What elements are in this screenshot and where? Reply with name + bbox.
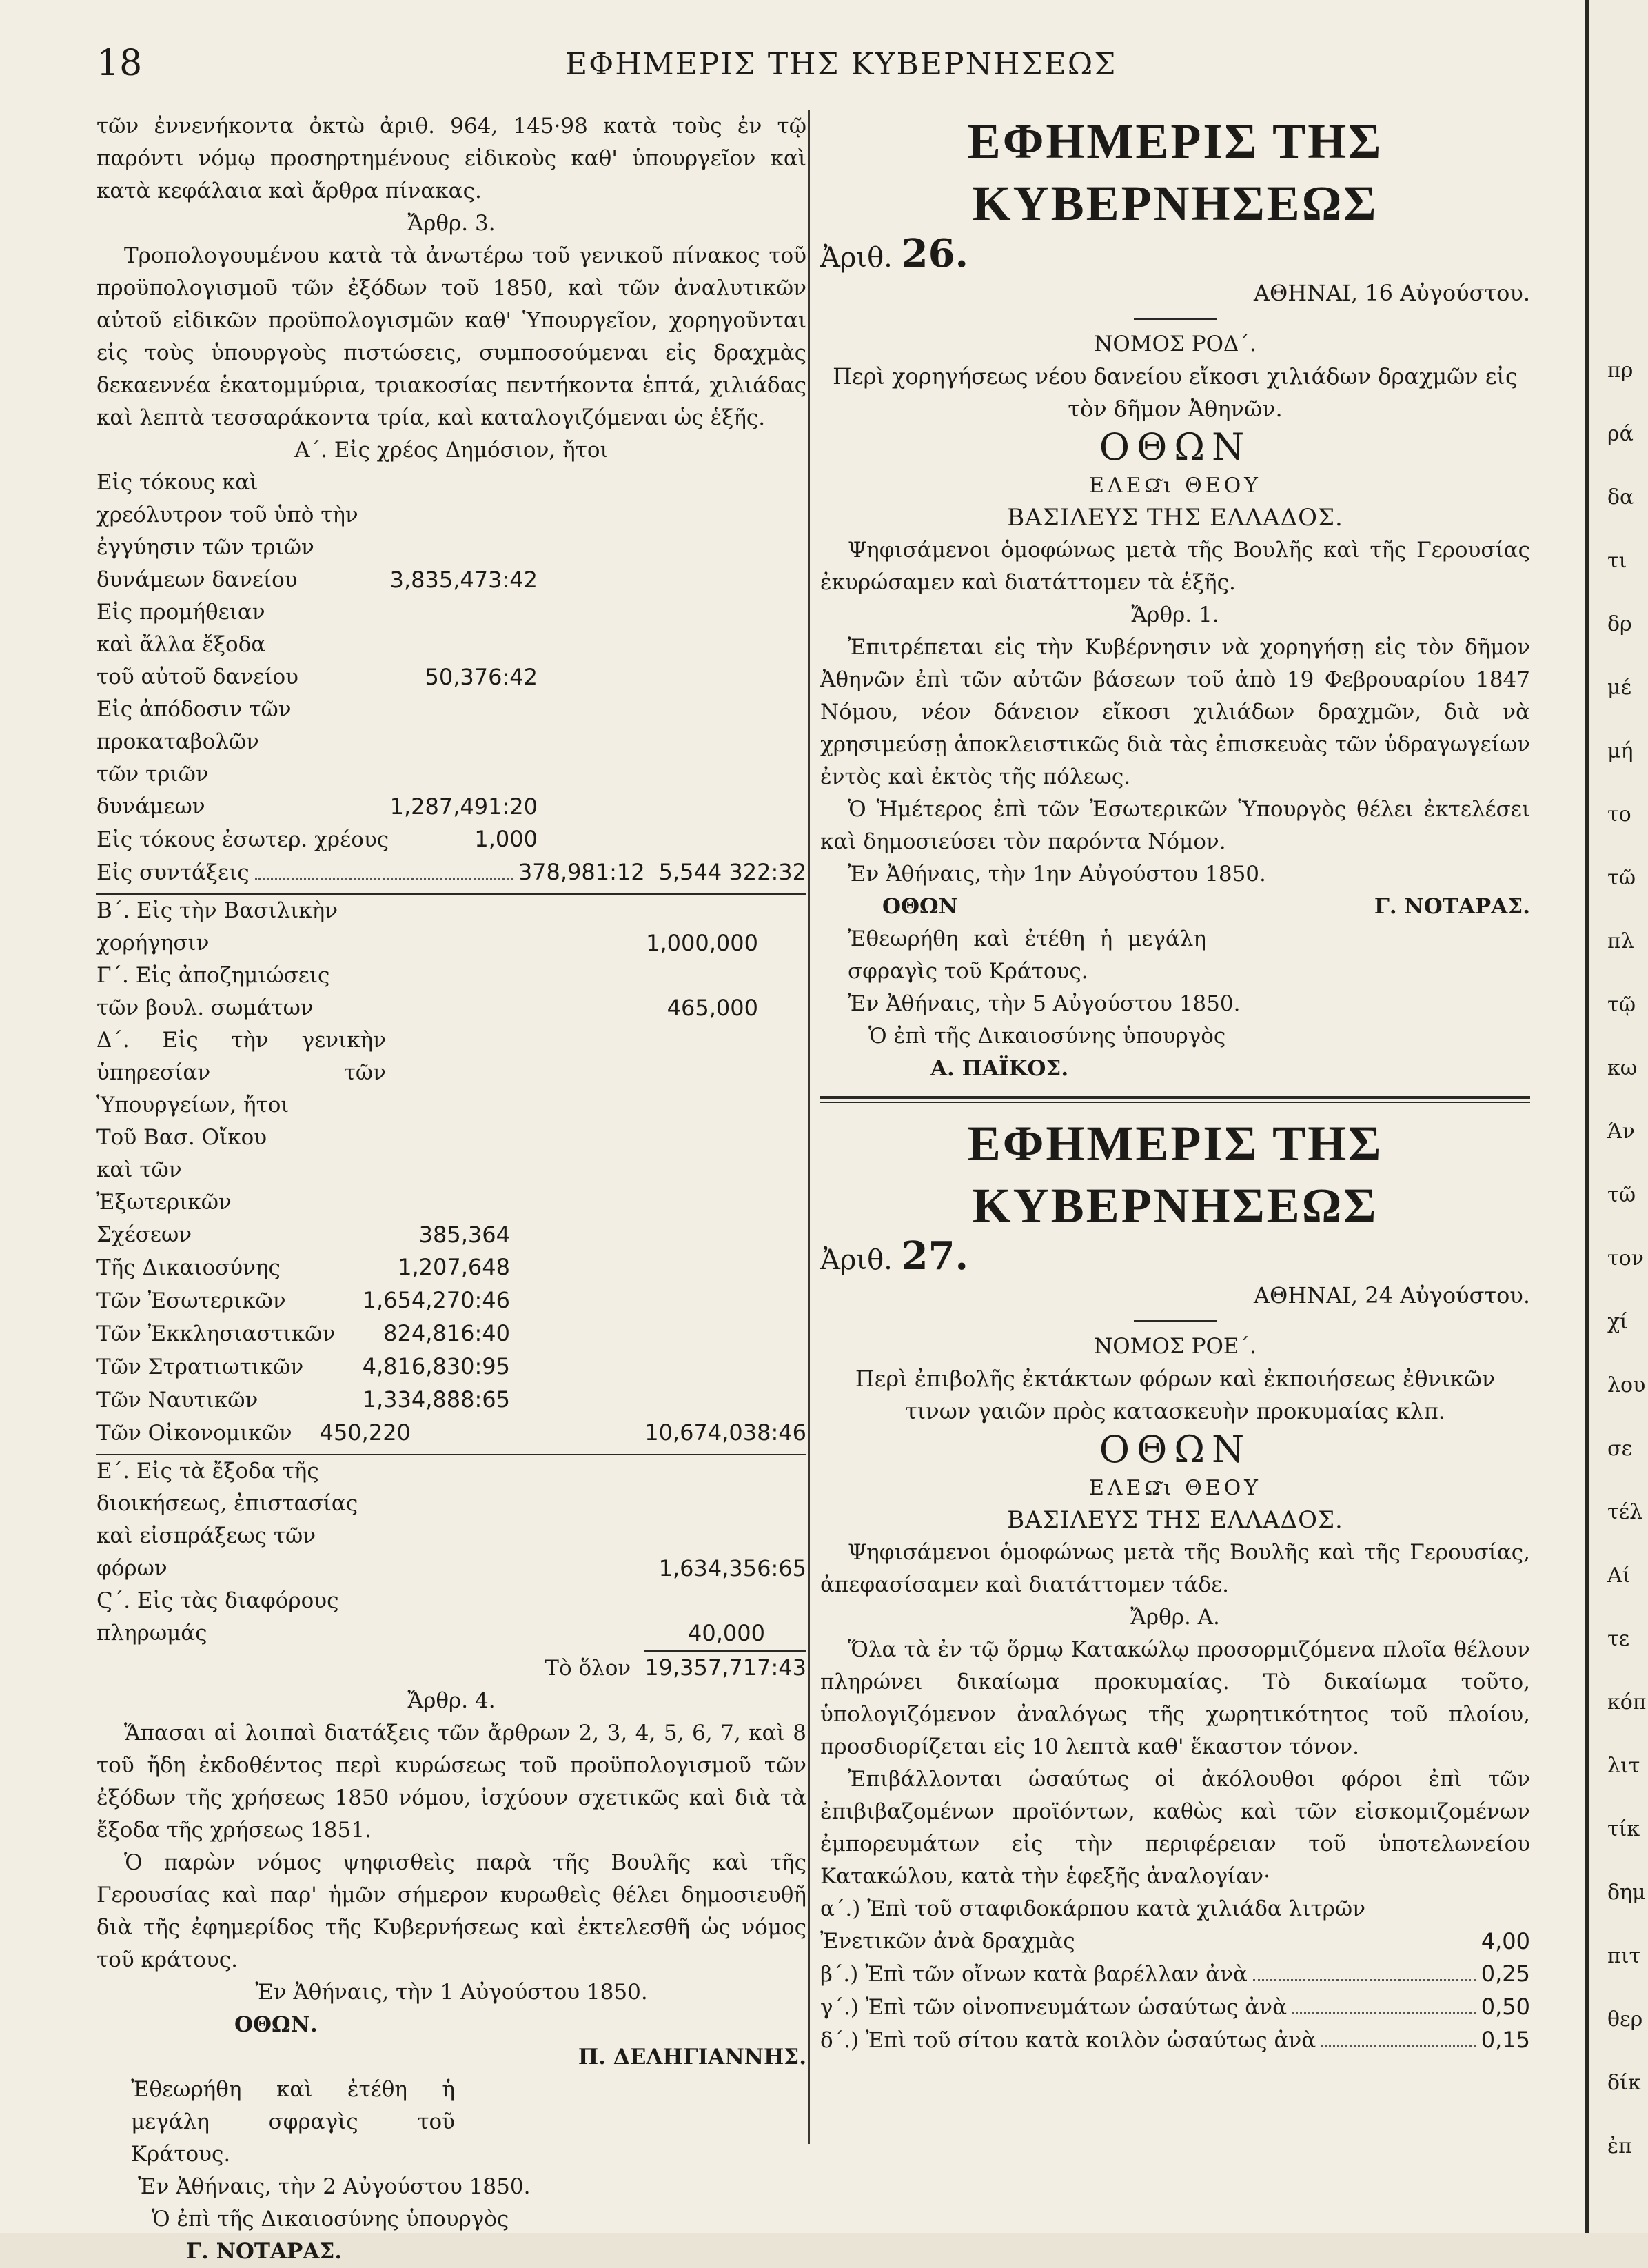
short-rule [1134,1320,1217,1322]
signatures [820,891,1530,923]
preamble: Ψηφισάμενοι ὁμοφώνως μετὰ τῆς Βουλῆς καὶ τῆς Γερουσίας, ἀπεφασίσαμεν καὶ διατάττομεν τάδε. [820,1540,1530,1597]
justice-minister: Α. ΠΑΪΚΟΣ. [930,1056,1069,1081]
grand-total: 19,357,717:43 [644,1650,806,1684]
table-row [96,856,806,889]
row-label: Γ΄. Εἰς ἀποζημιώσεις τῶν βουλ. σωμάτων [96,963,330,1020]
tariff-label: δ΄.) Ἐπὶ τοῦ σίτου κατὰ κοιλὸν ὡσαύτως ἀνὰ [820,2028,1316,2053]
seal-note: Ἐθεωρήθη καὶ ἐτέθη ἡ μεγάλη σφραγὶς τοῦ Κράτους. [848,927,1206,984]
row-value: 1,287,491:20 [389,793,538,820]
issue-number [820,1233,1530,1279]
list-item [820,1991,1530,2024]
page-header [96,43,1172,98]
execution-clause: Ὁ Ἡμέτερος ἐπὶ τῶν Ἐσωτερικῶν Ὑπουργὸς θέλει ἐκτελέσει καὶ δημοσιεύσει τὸν παρόντα Νόμον. [820,797,1530,854]
tariff-value: 0,50 [1481,1994,1530,2020]
row-value: 40,000 [688,1620,765,1646]
issue-27 [820,1113,1530,2057]
edge-fragment: τε [1607,1627,1630,1651]
table-row [96,1350,510,1384]
row-value: 1,654,270:46 [362,1287,510,1313]
row-label: Τῶν Οἰκονομικῶν [96,1421,292,1446]
law-number: ΝΟΜΟΣ ΡΟΕ΄. [1094,1334,1257,1359]
edge-fragment: θερ [1607,2007,1643,2032]
justice-minister: Γ. ΝΟΤΑΡΑΣ. [186,2239,343,2264]
row-label: Εἰς τόκους ἐσωτερ. χρέους [96,827,389,852]
edge-fragment: Αί [1607,1563,1631,1588]
leader-dots [1292,2012,1476,2014]
edge-fragment: λιτ [1607,1754,1640,1778]
justice-line: Ὁ ἐπὶ τῆς Δικαιοσύνης ὑπουργὸς [868,1024,1226,1049]
row-label: Β΄. Εἰς τὴν Βασιλικὴν χορήγησιν [96,898,338,955]
article-a-text-2: Ἐπιβάλλονται ὡσαύτως οἱ ἀκόλουθοι φόροι ἐπὶ τῶν ἐπιβιβαζομένων προϊόντων, καθὼς καὶ τῶν εἰσκομιζομένων ἐμπορευμάτων εἰς τὴν περιφέρειαν τοῦ ὑποτελωνείου Κατακώλου, κατὰ τὴν ἑφεξῆς ἀναλογίαν· [820,1767,1530,1889]
row-label: Τῆς Δικαιοσύνης [96,1255,281,1280]
right-column [820,110,1530,2057]
edge-fragment: χί [1607,1310,1628,1334]
article-1-text: Ἐπιτρέπεται εἰς τὴν Κυβέρνησιν νὰ χορηγήσῃ εἰς τὸν δῆμον Ἀθηνῶν ἐπὶ τῶν αὐτῶν βάσεων τοῦ ἀπὸ 19 Φεβρουαρίου 1847 Νόμου, νέον δάνειον εἴκοσι χιλιάδων δραχμῶν, διὰ νὰ χρησιμεύσῃ ἀποκλειστικῶς διὰ τὰς ἐπισκευὰς τῶν ὑδραγωγείων ἐντὸς καὶ ἐκτὸς τῆς πόλεως. [820,635,1530,789]
edge-fragment: σε [1607,1437,1633,1461]
edge-fragment: δα [1607,485,1634,509]
tariff-value: 0,25 [1481,1961,1530,1987]
date-2: Ἐν Ἀθήναις, τὴν 5 Αὐγούστου 1850. [848,991,1241,1016]
row-label: Εἰς προμήθειαν καὶ ἄλλα ἔξοδα τοῦ αὐτοῦ δανείου [96,600,298,689]
dateline: ΑΘΗΝΑΙ, 16 Αὐγούστου. [1253,280,1530,306]
table-row [96,1251,510,1284]
table-row [96,1122,510,1251]
section-c-row [96,960,806,1024]
king-name: ΟΘΩΝ [1099,1428,1252,1471]
preamble: Ψηφισάμενοι ὁμοφώνως μετὰ τῆς Βουλῆς καὶ τῆς Γερουσίας ἐκυρώσαμεν καὶ διατάττομεν τὰ ἑξῆς. [820,538,1530,595]
issue-number [820,231,1530,277]
tariff-label: α΄.) Ἐπὶ τοῦ σταφιδοκάρπου κατὰ χιλιάδα λιτρῶν Ἐνετικῶν ἀνὰ δραχμὰς [820,1896,1365,1954]
short-rule [1134,318,1217,320]
page-number: 18 [96,43,143,84]
row-label: Τῶν Ναυτικῶν [96,1388,258,1413]
edge-fragment: τέλ [1607,1500,1643,1524]
section-rule [820,1102,1530,1103]
tariff-value: 0,15 [1481,2027,1530,2053]
row-value: 1,334,888:65 [362,1386,510,1413]
edge-fragment: τίκ [1607,1817,1640,1841]
article-a-text: Ὅλα τὰ ἐν τῷ ὅρμῳ Κατακώλῳ προσορμιζόμενα πλοῖα θέλουν πληρώνει δικαίωμα προκυμαίας. Τὸ δικαίωμα τοῦτο, ὑπολογιζόμενον ἀναλόγως τῆς χωρητικότητος τοῦ πλοίου, προσδιορίζεται εἰς 10 λεπτὰ καθ' ἕκαστον τόνον. [820,1637,1530,1759]
intro-paragraph: τῶν ἐννενήκοντα ὀκτὼ ἀριθ. 964, 145·98 κατὰ τοὺς ἐν τῷ παρόντι νόμῳ προσηρτημένους εἰδικοὺς καθ' ὑπουργεῖον καὶ κατὰ κεφάλαια καὶ ἄρθρα πίνακας. [96,114,806,203]
running-title: ΕΦΗΜΕΡΙΣ ΤΗΣ ΚΥΒΕΡΝΗΣΕΩΣ [565,47,1117,82]
edge-fragment: τῶ [1607,866,1636,890]
king-signature: ΟΘΩΝ [882,894,958,919]
row-value: 465,000 [667,995,758,1021]
date-1: Ἐν Ἀθήναις, τὴν 1ην Αὐγούστου 1850. [848,862,1266,887]
edge-fragment: κω [1607,1056,1638,1080]
table-row [96,1317,510,1350]
edge-fragment: ἐπ [1607,2134,1632,2158]
row-value: 1,000,000 [646,930,758,956]
row-value: 50,376:42 [425,664,538,690]
article-3-text: Τροπολογουμένου κατὰ τὰ ἀνωτέρω τοῦ γενικοῦ πίνακος τοῦ προϋπολογισμοῦ τῶν ἐξόδων τοῦ 1850, καὶ τῶν ἀναλυτικῶν αὐτοῦ εἰδικῶν προϋπολογισμῶν καθ' Ὑπουργεῖον, χορηγοῦνται εἰς τοὺς ὑπουργοὺς πιστώσεις, συμποσούμεναι εἰς δραχμὰς δεκαεννέα ἑκατομμύρια, τριακοσίας πεντήκοντα ἑπτά, χιλιάδας καὶ λεπτὰ τεσσαράκοντα τρία, καὶ καταλογιζόμεναι ὡς ἑξῆς. [96,243,806,430]
edge-fragment: το [1607,802,1631,827]
row-label: Τῶν Στρατιωτικῶν [96,1355,304,1379]
edge-fragment: τον [1607,1246,1644,1270]
edge-fragment: κόπ [1607,1690,1647,1714]
section-d-heading: Δ΄. Εἰς τὴν γενικὴν ὑπηρεσίαν τῶν Ὑπουργείων, ἤτοι [96,1028,386,1117]
grand-total-row [96,1650,806,1685]
edge-fragment: πρ [1607,358,1634,383]
row-label: Εἰς τόκους καὶ χρεόλυτρον τοῦ ὑπὸ τὴν ἐγγύησιν τῶν τριῶν δυνάμεων δανείου [96,470,358,592]
section-rule [820,1096,1530,1099]
article-3-heading: Ἄρθρ. 3. [407,211,496,236]
date-1: Ἐν Ἀθήναις, τὴν 1 Αὐγούστου 1850. [255,1980,648,2005]
leader-dots [255,878,513,880]
masthead: ΕΦΗΜΕΡΙΣ ΤΗΣ ΚΥΒΕΡΝΗΣΕΩΣ [967,114,1383,231]
row-value: 450,220 [319,1419,411,1446]
edge-fragment: πιτ [1607,1944,1641,1968]
issue-label: Ἀριθ. [820,242,893,274]
row-label: Τῶν Ἐκκλησιαστικῶν [96,1322,336,1346]
article-4-heading: Ἄρθρ. 4. [407,1688,496,1713]
issue-value: 27. [901,1233,969,1279]
section-d-total: 10,674,038:46 [644,1419,806,1446]
row-value: 824,816:40 [383,1320,510,1346]
row-value: 4,816,830:95 [362,1353,510,1379]
section-a-heading: Α΄. Εἰς χρέος Δημόσιον, ἤτοι [294,438,609,463]
list-item [820,1893,1530,1958]
edge-fragment: Άν [1607,1120,1635,1144]
king-title: ΒΑΣΙΛΕΥΣ ΤΗΣ ΕΛΛΑΔΟΣ. [1007,1506,1343,1534]
table-row [96,823,538,856]
section-d-table [96,1122,806,1450]
row-label: Εἰς ἀπόδοσιν τῶν προκαταβολῶν τῶν τριῶν δυνάμεων [96,697,292,819]
dateline: ΑΘΗΝΑΙ, 24 Αὐγούστου. [1253,1282,1530,1308]
law-title: Περὶ χορηγήσεως νέου δανείου εἴκοσι χιλιάδων δραχμῶν εἰς τὸν δῆμον Ἀθηνῶν. [833,363,1518,422]
edge-fragment: δρ [1607,612,1632,636]
law-title: Περὶ ἐπιβολῆς ἐκτάκτων φόρων καὶ ἐκποιήσεως ἐθνικῶν τινων γαιῶν πρὸς κατασκευὴν προκυμαίας κλπ. [855,1366,1496,1424]
king-signature: ΟΘΩΝ. [234,2012,318,2037]
table-row [96,1384,510,1417]
edge-fragment: ρά [1607,422,1634,446]
table-row [96,467,538,596]
king-name: ΟΘΩΝ [1099,425,1252,469]
tariff-label: β΄.) Ἐπὶ τῶν οἴνων κατὰ βαρέλλαν ἀνὰ [820,1962,1248,1987]
leader-dots [1321,2045,1476,2047]
issue-value: 26. [901,231,969,276]
edge-fragment: δίκ [1607,2071,1641,2095]
minister-signature-row [96,2041,806,2074]
edge-fragment: τῷ [1607,993,1636,1017]
table-row [96,1417,806,1450]
minister-signature: Π. ΔΕΛΗΓΙΑΝΝΗΣ. [578,2045,806,2069]
article-1-heading: Ἄρθρ. 1. [1131,603,1219,627]
masthead: ΕΦΗΜΕΡΙΣ ΤΗΣ ΚΥΒΕΡΝΗΣΕΩΣ [967,1116,1383,1233]
tariff-list [820,1893,1530,2057]
issue-label: Ἀριθ. [820,1244,893,1276]
date-2: Ἐν Ἀθήναις, τὴν 2 Αὐγούστου 1850. [138,2174,531,2199]
edge-fragment: λου [1607,1373,1646,1397]
leader-dots [1253,1979,1476,1981]
edge-fragment: δημ [1607,1881,1646,1905]
article-a-heading: Ἄρθρ. Α. [1130,1605,1220,1630]
by-grace: ΕΛΕΩ͂ι ΘΕΟΥ [1089,474,1261,498]
seal-note: Ἐθεωρήθη καὶ ἐτέθη ἡ μεγάλη σφραγὶς τοῦ Κράτους. [131,2077,455,2167]
row-value: 385,364 [418,1222,510,1248]
column-divider [808,110,810,2144]
row-value: 1,634,356:65 [658,1555,806,1581]
row-label: Τοῦ Βασ. Οἴκου καὶ τῶν Ἐξωτερικῶν Σχέσεων [96,1125,267,1247]
section-a-table [96,467,538,856]
article-4-text: Ἅπασαι αἱ λοιπαὶ διατάξεις τῶν ἄρθρων 2, 3, 4, 5, 6, 7, καὶ 8 τοῦ ἤδη ἐκδοθέντος περὶ κυρώσεως τοῦ προϋπολογισμοῦ τῶν ἐξόδων τῆς χρήσεως 1850 νόμου, ἰσχύουν σχετικῶς καὶ διὰ τὰ ἔξοδα τῆς χρήσεως 1851. [96,1721,806,1843]
tariff-value: 4,00 [1481,1928,1530,1954]
issue-26 [820,110,1530,1085]
row-value: 1,207,648 [398,1254,510,1280]
edge-fragment: πλ [1607,929,1634,953]
edge-fragment: τι [1607,549,1627,573]
closing-paragraph: Ὁ παρὼν νόμος ψηφισθεὶς παρὰ τῆς Βουλῆς καὶ τῆς Γερουσίας καὶ παρ' ἡμῶν σήμερον κυρωθεὶς θέλει δημοσιευθῆ διὰ τῆς ἐφημερίδος τῆς Κυβερνήσεως καὶ ἐκτελεσθῆ ὡς νόμος τοῦ κράτους. [96,1850,806,1972]
law-number: ΝΟΜΟΣ ΡΟΔ΄. [1094,332,1257,356]
row-label: Ϛ΄. Εἰς τὰς διαφόρους πληρωμάς [96,1588,339,1646]
by-grace: ΕΛΕΩ͂ι ΘΕΟΥ [1089,1476,1261,1500]
row-value: 1,000 [474,826,538,852]
list-item [820,1958,1530,1991]
table-row [96,1284,510,1317]
adjacent-page-edge [1585,0,1648,2233]
grand-total-label: Τὸ ὅλον [545,1656,631,1681]
row-label: Εἰς συντάξεις [96,860,250,885]
edge-fragment: μέ [1607,676,1632,700]
left-column [96,110,806,2268]
minister-signature: Γ. ΝΟΤΑΡΑΣ. [1374,894,1530,919]
section-f-row [96,1585,806,1650]
justice-line: Ὁ ἐπὶ τῆς Δικαιοσύνης ὑπουργὸς [152,2207,509,2231]
row-label: Τῶν Ἐσωτερικῶν [96,1288,286,1313]
list-item [820,2024,1530,2057]
king-title: ΒΑΣΙΛΕΥΣ ΤΗΣ ΕΛΛΑΔΟΣ. [1007,504,1343,531]
tariff-label: γ΄.) Ἐπὶ τῶν οἰνοπνευμάτων ὡσαύτως ἀνὰ [820,1995,1288,2020]
edge-fragment: τῶ [1607,1183,1636,1207]
edge-fragment: μή [1607,739,1634,763]
section-b-row [96,893,806,960]
row-value: 3,835,473:42 [389,567,538,593]
row-value: 378,981:12 [518,859,645,885]
row-label: Ε΄. Εἰς τὰ ἔξοδα τῆς διοικήσεως, ἐπιστασίας καὶ εἰσπράξεως τῶν φόρων [96,1459,358,1581]
table-row [96,596,538,693]
table-row [96,693,538,823]
signatures [96,2009,806,2041]
section-e-row [96,1454,806,1585]
section-a-total: 5,544 322:32 [658,859,806,885]
